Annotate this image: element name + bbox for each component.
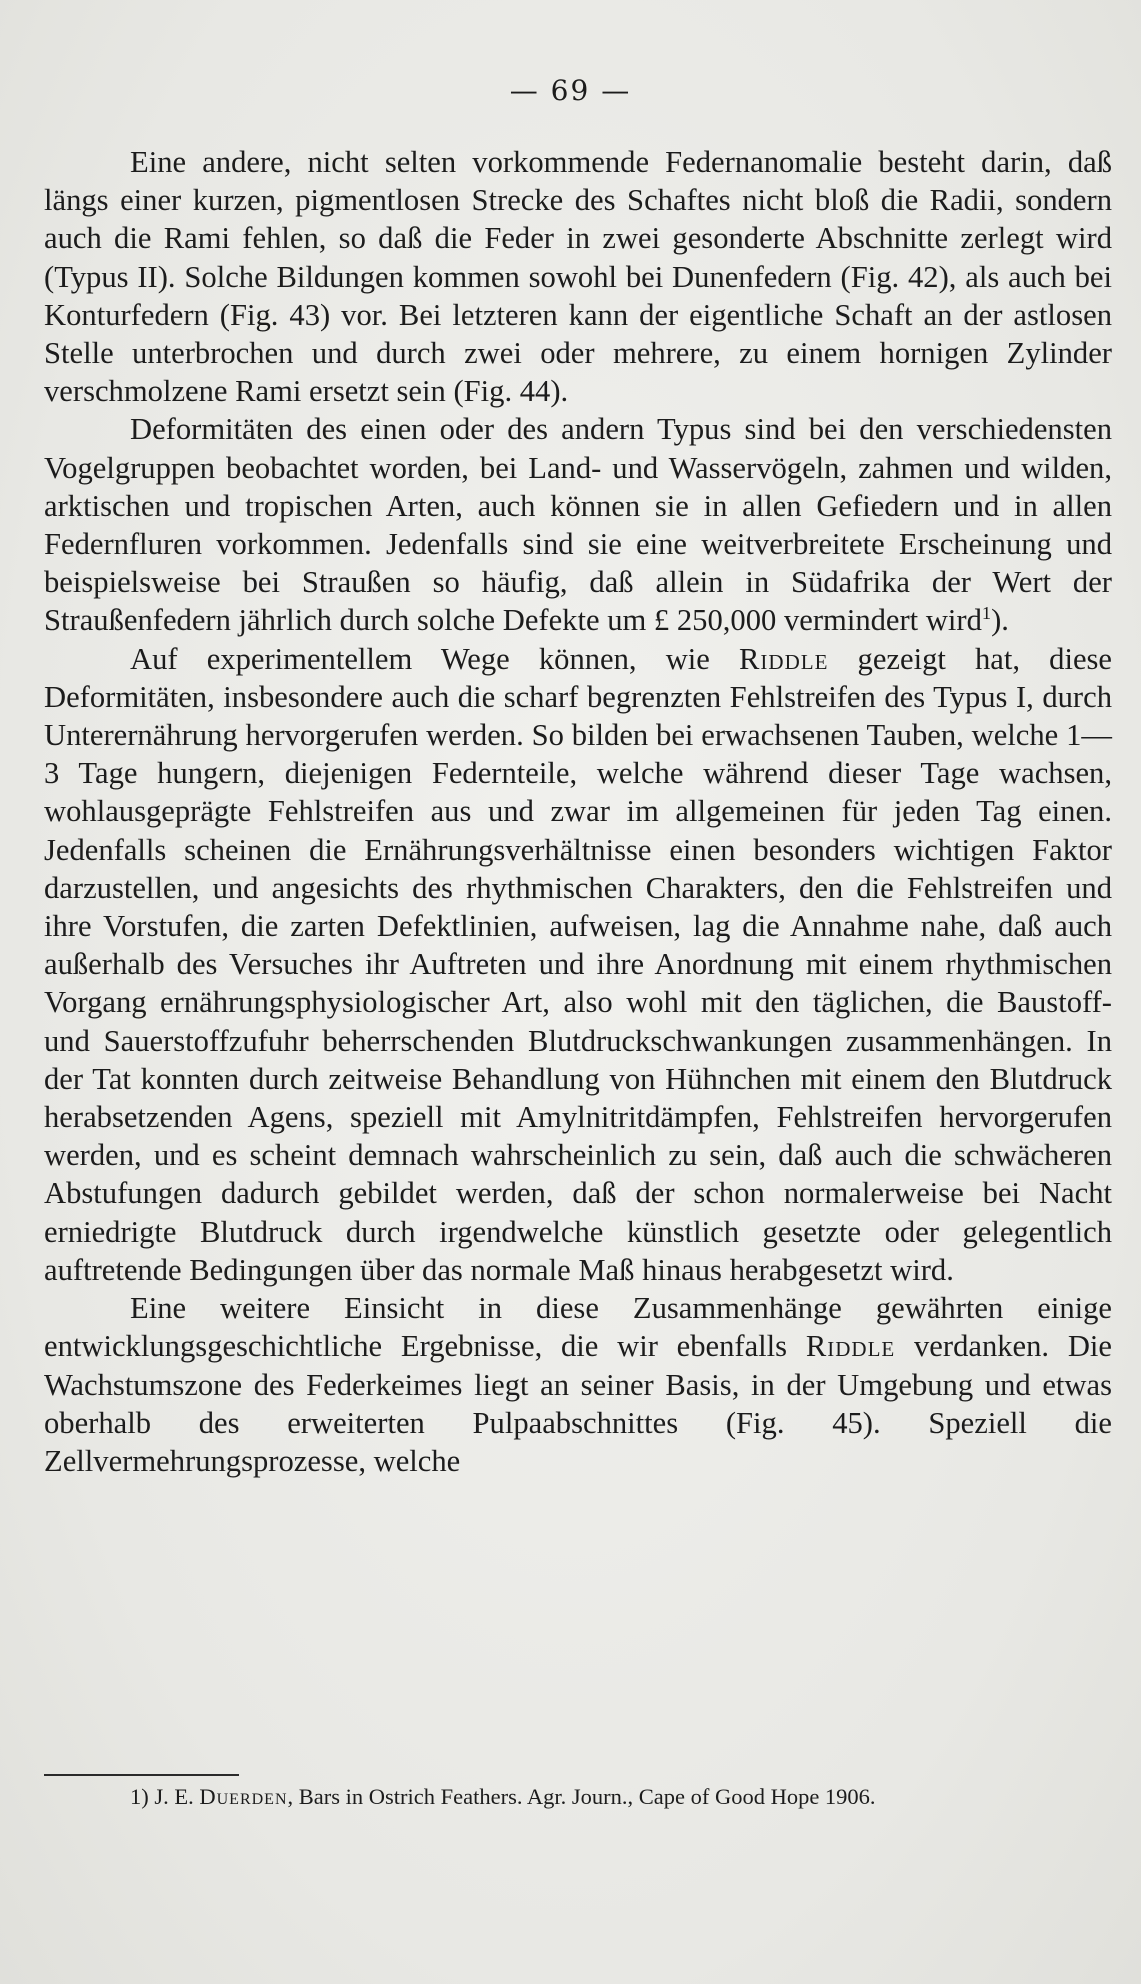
footnote-text: , Bars in Ostrich Feathers. Agr. Journ., Cape of Good Hope 1906. (287, 1784, 876, 1809)
footnote-divider (44, 1774, 239, 1776)
paragraph-text-end: ). (991, 603, 1009, 638)
paragraph-text-end: verdanken. Die Wachstumszone des Federkeimes liegt an seiner Basis, in der Umgebung und etwas oberhalb des erweiterten Pulpaabschnittes (Fig. 45). Speziell die Zellvermehrungsprozesse, welche (44, 1329, 1112, 1478)
author-name: Riddle (805, 1329, 896, 1364)
paragraph-text: Eine andere, nicht selten vorkommende Federnanomalie besteht darin, daß längs einer kurzen, pigmentlosen Strecke des Schaftes nicht bloß die Radii, sondern auch die Rami fehlen, so daß die Feder in zwei gesonderte Abschnitte zerlegt wird (Typus II). Solche Bildungen kommen sowohl bei Dunenfedern (Fig. 42), als auch bei Konturfedern (Fig. 43) vor. Bei letzteren kann der eigentliche Schaft an der astlosen Stelle unterbrochen und durch zwei oder mehrere, zu einem hornigen Zylinder verschmolzene Rami ersetzt sein (Fig. 44). (44, 145, 1112, 409)
footnote-author-initials: J. E. (154, 1784, 194, 1809)
paragraph-text: Eine weitere Einsicht in diese Zusammenhänge gewährten einige entwicklungsgeschichtliche Ergebnisse, die wir ebenfalls (44, 1291, 1112, 1364)
footnote-marker: 1) (130, 1784, 149, 1809)
main-text (44, 143, 1112, 1480)
paragraph-text: Deformitäten des einen oder des andern Typus sind bei den verschiedensten Vogelgruppen beobachtet worden, bei Land- und Wasservögeln, zahmen und wilden, arktischen und tropischen Arten, auch können sie in allen Gefiedern und in allen Federnfluren vorkommen. Jedenfalls sind sie eine weitverbreitete Erscheinung und beispielsweise bei Straußen so häufig, daß allein in Südafrika der Wert der Straußenfedern jährlich durch solche Defekte um £ 250,000 vermindert wird (44, 412, 1112, 638)
paragraph (44, 143, 1112, 410)
page-number: — 69 — (509, 74, 632, 107)
paragraph (44, 410, 1112, 639)
paragraph-text: Auf experimentellem Wege können, wie (130, 641, 710, 676)
footnote-reference: 1 (981, 603, 992, 624)
paragraph-text-end: gezeigt hat, diese Deformitäten, insbesondere auch die scharf begrenzten Fehlstreifen des Typus I, durch Unterernährung hervorgerufen werden. So bilden bei erwachsenen Tauben, welche 1—3 Tage hungern, diejenigen Federnteile, welche während dieser Tage wachsen, wohlausgeprägte Fehlstreifen aus und zwar im allgemeinen für jeden Tag einen. Jedenfalls scheinen die Ernährungsverhältnisse einen besonders wichtigen Faktor darzustellen, und angesichts des rhythmischen Charakters, den die Fehlstreifen und ihre Vorstufen, die zarten Defektlinien, aufweisen, lag die Annahme nahe, daß auch außerhalb des Versuches ihr Auftreten und ihre Anordnung mit einem rhythmischen Vorgang ernährungsphysiologischer Art, also wohl mit den täglichen, die Baustoff- und Sauerstoffzufuhr beherrschenden Blutdruckschwankungen zusammenhängen. In der Tat konnten durch zeitweise Behandlung von Hühnchen mit einem den Blutdruck herabsetzenden Agens, speziell mit Amylnitritdämpfen, Fehlstreifen hervorgerufen werden, und es scheint demnach wahrscheinlich zu sein, daß auch die schwächeren Abstufungen dadurch gebildet werden, daß der schon normalerweise bei Nacht erniedrigte Blutdruck durch irgendwelche künstlich gesetzte oder gelegentlich auftretende Bedingungen über das normale Maß hinaus herabgesetzt wird. (44, 641, 1113, 1287)
footnote-author-name: Duerden (199, 1784, 288, 1809)
footnote (44, 1781, 1112, 1813)
paragraph (44, 1289, 1112, 1480)
author-name: Riddle (739, 641, 829, 676)
paragraph (44, 640, 1112, 1289)
